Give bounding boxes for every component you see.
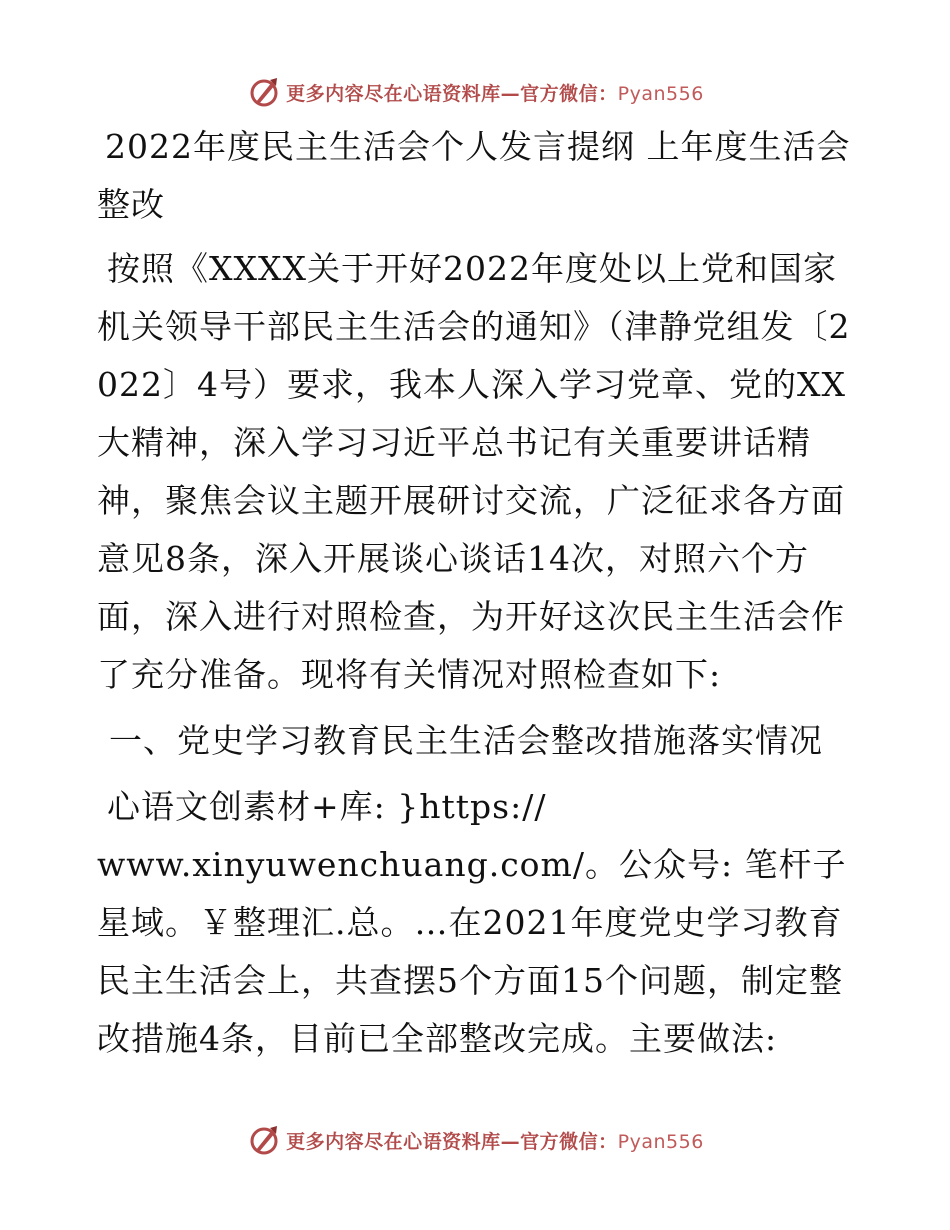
paragraph-intro: 按照《XXXX关于开好2022年度处以上党和国家机关领导干部民主生活会的通知》（津静党组发〔2022〕4号）要求，我本人深入学习党章、党的XX大精神，深入学习习近平总书记有关重要讲话精神，聚焦会议主题开展研讨交流，广泛征求各方面意见8条，深入开展谈心谈话14次，对照六个方面，深入进行对照检查，为开好这次民主生活会作了充分准备。现将有关情况对照检查如下:	[97, 249, 851, 694]
footer-watermark-banner	[0, 1120, 950, 1160]
quill-pen-logo-icon	[246, 1122, 282, 1158]
watermark-handle: Pyan556	[617, 1130, 704, 1153]
header-watermark-banner	[0, 72, 950, 112]
watermark-text	[286, 79, 704, 106]
document-title: 2022年度民主生活会个人发言提纲 上年度生活会整改	[97, 127, 851, 224]
watermark-handle: Pyan556	[617, 82, 704, 105]
paragraph-rectification: www.xinyuwenchuang.com/。公众号: 笔杆子星域。￥整理汇.总。…在2021年度党史学习教育民主生活会上，共查摆5个方面15个问题，制定整改措施4条，目前已全部整改完成。主要做法:	[97, 845, 847, 1058]
watermark-label: 更多内容尽在心语资料库—官方微信：	[286, 82, 618, 105]
paragraph-source-line: 心语文创素材+库: }https://	[107, 787, 547, 826]
quill-pen-logo-icon	[246, 74, 282, 110]
watermark-label: 更多内容尽在心语资料库—官方微信：	[286, 1130, 618, 1153]
document-body	[97, 118, 857, 1068]
section-heading-1: 一、党史学习教育民主生活会整改措施落实情况	[109, 721, 823, 760]
watermark-text	[286, 1127, 704, 1154]
